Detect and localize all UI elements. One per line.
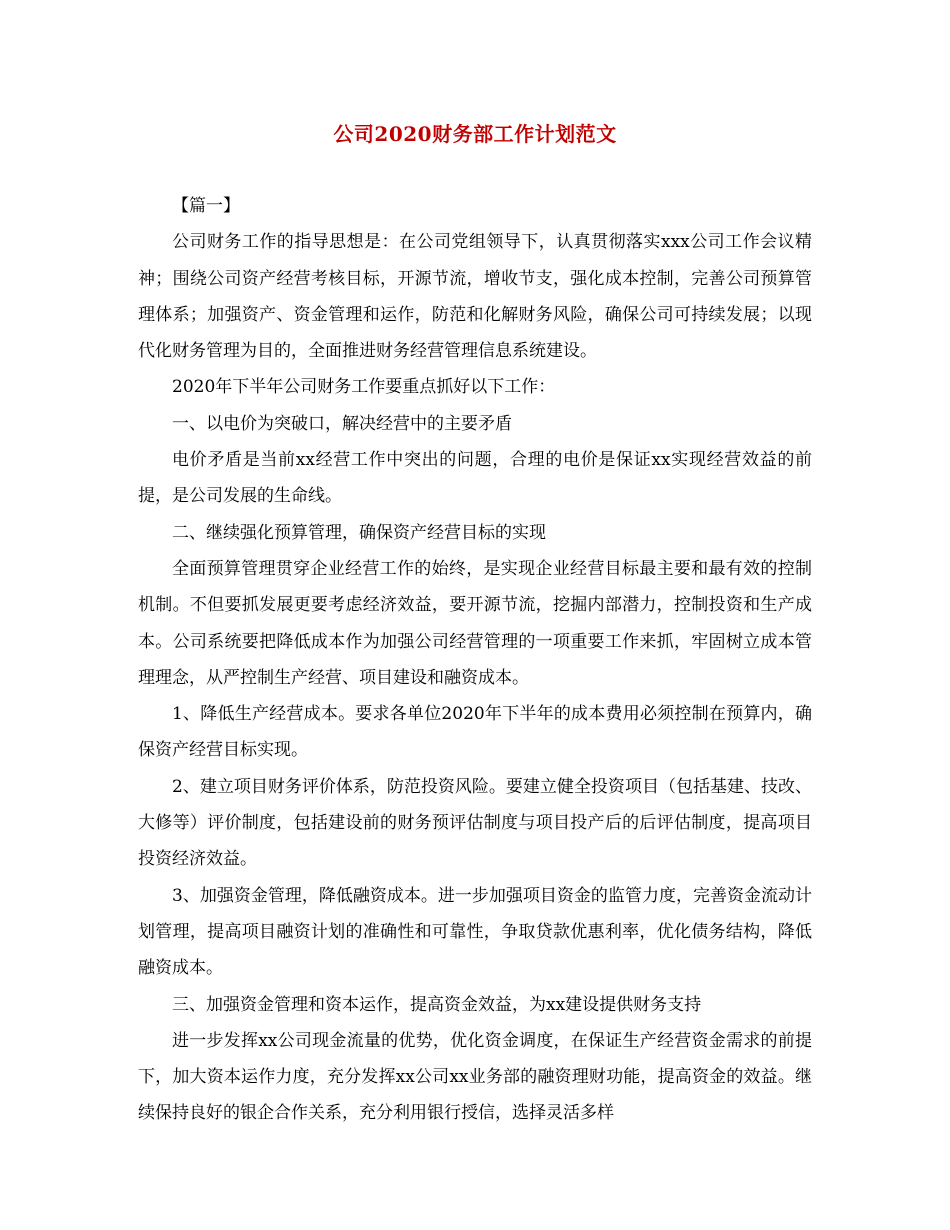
item-fund-management: 3、加强资金管理，降低融资成本。进一步加强项目资金的监管力度，完善资金流动计划管理，提高项目融资计划的准确性和可靠性，争取贷款优惠利率，优化债务结构，降低融资成本。 [138,885,812,979]
paragraph-intro: 2020年下半年公司财务工作要重点抓好以下工作： [172,377,556,398]
section-label: 【篇一】 [172,196,240,216]
paragraph-electricity-price: 电价矛盾是当前xx经营工作中突出的问题，合理的电价是保证xx实现经营效益的前提，是公司发展的生命线。 [138,450,812,507]
heading-section-1: 一、以电价为突破口，解决经营中的主要矛盾 [172,413,512,434]
item-project-evaluation: 2、建立项目财务评价体系，防范投资风险。要建立健全投资项目（包括基建、技改、大修等）评价制度，包括建设前的财务预评估制度与项目投产后的后评估制度，提高项目投资经济效益。 [138,776,812,870]
paragraph-budget-management: 全面预算管理贯穿企业经营工作的始终，是实现企业经营目标最主要和最有效的控制机制。不但要抓发展更要考虑经济效益，要开源节流，挖掘内部潜力，控制投资和生产成本。公司系统要把降低成本作为加强公司经营管理的一项重要工作来抓，牢固树立成本管理理念，从严控制生产经营、项目建设和融资成本。 [138,558,812,688]
heading-section-2: 二、继续强化预算管理，确保资产经营目标的实现 [172,522,546,543]
document-title: 公司2020财务部工作计划范文 [333,122,617,146]
paragraph-cash-flow: 进一步发挥xx公司现金流量的优势，优化资金调度，在保证生产经营资金需求的前提下，加大资本运作力度，充分发挥xx公司xx业务部的融资理财功能，提高资金的效益。继续保持良好的银企合作关系，充分利用银行授信，选择灵活多样 [138,1030,812,1124]
document-body [138,188,812,1132]
item-reduce-costs: 1、降低生产经营成本。要求各单位2020年下半年的成本费用必须控制在预算内，确保资产经营目标实现。 [138,704,812,761]
heading-section-3: 三、加强资金管理和资本运作，提高资金效益，为xx建设提供财务支持 [172,994,702,1015]
paragraph-guiding-thought: 公司财务工作的指导思想是：在公司党组领导下，认真贯彻落实xxx公司工作会议精神；围绕公司资产经营考核目标，开源节流，增收节支，强化成本控制，完善公司预算管理体系；加强资产、资金管理和运作，防范和化解财务风险，确保公司可持续发展；以现代化财务管理为目的，全面推进财务经营管理信息系统建设。 [138,232,812,362]
